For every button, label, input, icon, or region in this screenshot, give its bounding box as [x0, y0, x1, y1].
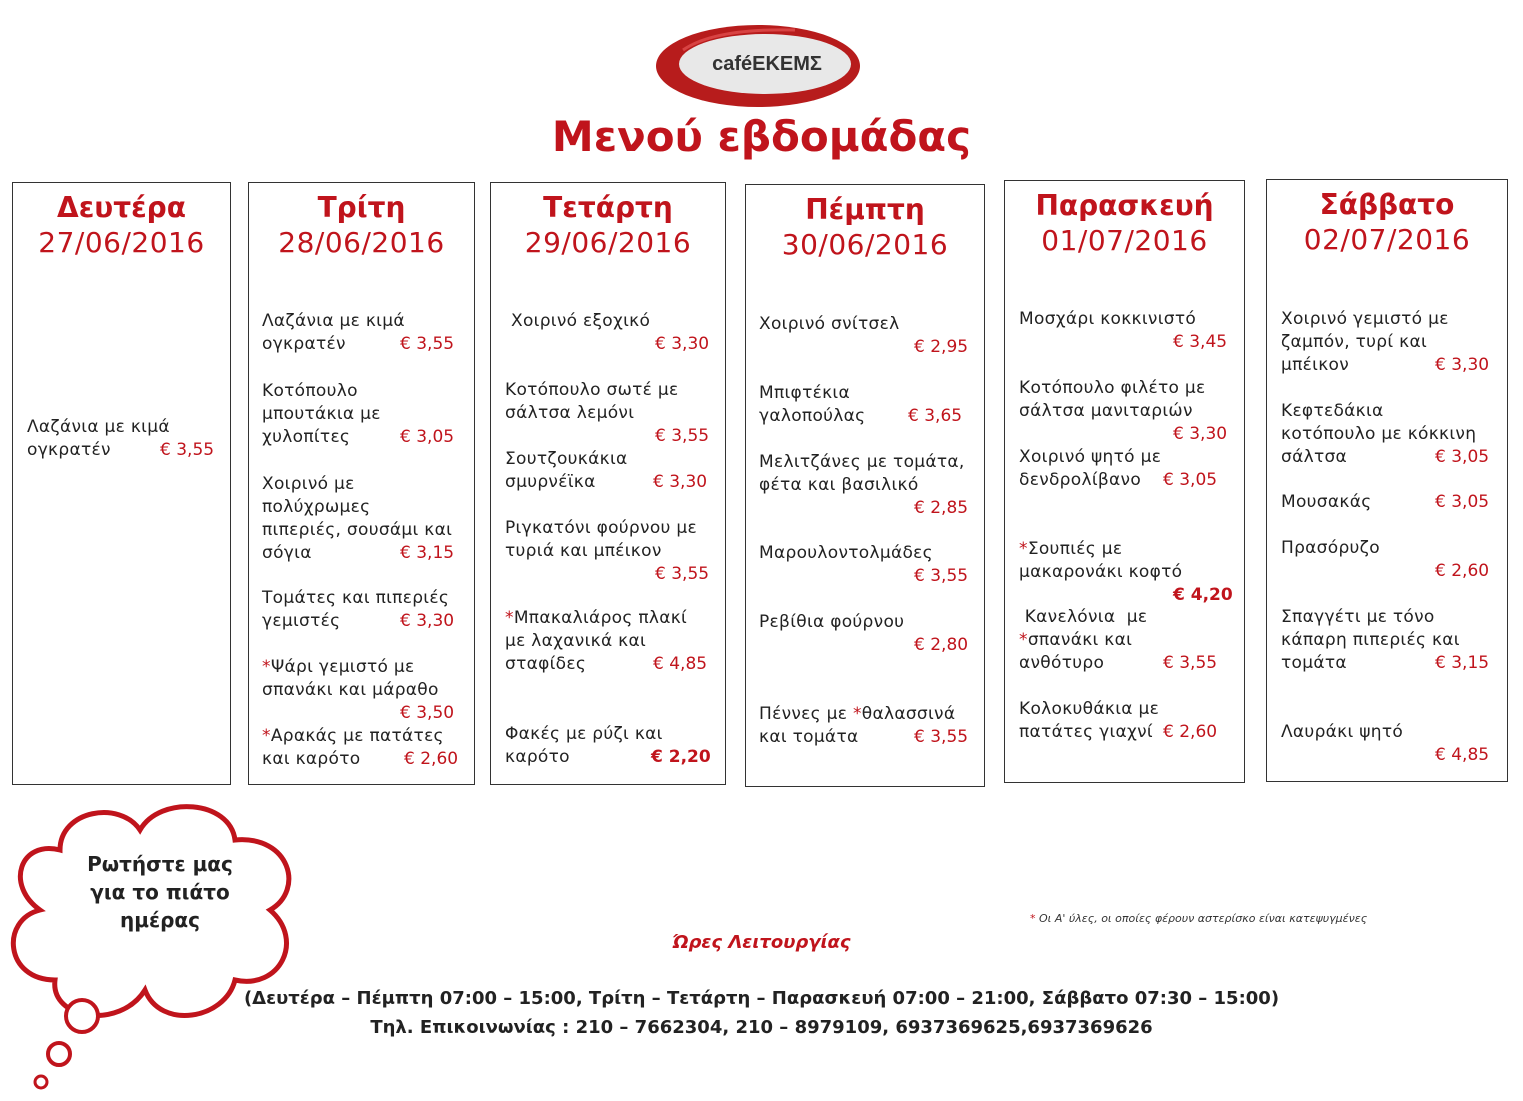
day-column-saturday: [1266, 179, 1508, 782]
dish-item: Ρεβίθια φούρνου: [759, 612, 905, 632]
dish-price: € 4,85: [653, 654, 708, 674]
dish-item: Μοσχάρι κοκκινιστό: [1019, 309, 1197, 329]
svg-text:caféΕΚΕΜΣ: caféΕΚΕΜΣ: [712, 53, 822, 75]
dish-price: € 3,05: [1435, 492, 1490, 512]
dish-item: Κανελόνια με *σπανάκι και ανθότυρο: [1019, 607, 1148, 673]
dish-price: € 2,95: [914, 337, 969, 357]
dish-price: € 2,60: [1435, 561, 1490, 581]
day-name: Δευτέρα: [57, 191, 186, 224]
dish-item: Μουσακάς: [1281, 492, 1372, 512]
dish-price: € 2,20: [651, 747, 711, 767]
dish-price: € 3,05: [400, 427, 455, 447]
dish-price: € 3,55: [914, 727, 969, 747]
dish-item: Σουτζουκάκια σμυρνέϊκα: [505, 449, 628, 492]
dish-price: € 3,15: [1435, 653, 1490, 673]
dish-item: Πρασόρυζο: [1281, 538, 1380, 558]
cloud-message: Ρωτήστε μας για το πιάτο ημέρας: [87, 852, 233, 932]
day-column-thursday: [745, 184, 985, 787]
dish-item: Χοιρινό σνίτσελ: [759, 314, 900, 334]
dish-price: € 2,80: [914, 635, 969, 655]
dish-item: Κοτόπουλο φιλέτο με σάλτσα μανιταριών: [1019, 378, 1206, 421]
day-date: 29/06/2016: [524, 226, 692, 259]
dish-item: Λαζάνια με κιμά ογκρατέν: [27, 417, 170, 460]
day-name: Παρασκευή: [1035, 189, 1214, 222]
dish-item: *Μπακαλιάρος πλακί με λαχανικά και σταφίδες: [505, 608, 688, 674]
dish-item: Χοιρινό με πολύχρωμες πιπεριές, σουσάμι και σόγια: [262, 474, 453, 563]
dish-price: € 4,85: [1435, 745, 1490, 765]
dish-price: € 3,65: [908, 406, 963, 426]
dish-item: Λαυράκι ψητό: [1281, 722, 1404, 742]
dish-price: € 2,60: [404, 749, 459, 769]
dish-item: *Σουπιές με μακαρονάκι κοφτό: [1019, 539, 1183, 582]
dish-item: Σπαγγέτι με τόνο κάπαρη πιπεριές και τομάτα: [1281, 607, 1460, 673]
dish-item: *Αρακάς με πατάτες και καρότο: [262, 726, 444, 769]
dish-price: € 3,50: [400, 703, 455, 723]
dish-item: Κολοκυθάκια με πατάτες γιαχνί: [1019, 699, 1160, 742]
dish-price: € 3,55: [655, 564, 710, 584]
dish-item: *Ψάρι γεμιστό με σπανάκι και μάραθο: [262, 657, 439, 700]
dish-item: Μπιφτέκια γαλοπούλας: [759, 383, 866, 426]
dish-item: Ριγκατόνι φούρνου με τυριά και μπέικον: [505, 518, 697, 561]
dish-item: Κοτόπουλο σωτέ με σάλτσα λεμόνι: [505, 380, 679, 423]
dish-item: Χοιρινό ψητό με δενδρολίβανο: [1019, 447, 1162, 490]
dish-price: € 3,55: [160, 440, 215, 460]
dish-price: € 3,30: [653, 472, 708, 492]
cafe-logo: [655, 20, 865, 110]
dish-price: € 4,20: [1173, 585, 1233, 605]
day-name: Τετάρτη: [543, 191, 673, 224]
dish-price: € 3,55: [914, 566, 969, 586]
day-date: 27/06/2016: [38, 226, 205, 259]
dish-price: € 3,05: [1163, 470, 1218, 490]
day-column-monday: [12, 182, 231, 785]
dish-price: € 3,30: [400, 611, 455, 631]
dish-price: € 3,30: [1173, 424, 1228, 444]
page-title: Μενού εβδομάδας: [551, 112, 972, 161]
footnote: * Οι Α' ύλες, οι οποίες φέρουν αστερίσκο είναι κατεψυγμένες: [1030, 912, 1368, 925]
day-column-friday: [1004, 180, 1245, 783]
dish-price: € 3,30: [655, 334, 710, 354]
dish-item: Λαζάνια με κιμά ογκρατέν: [262, 311, 405, 354]
day-name: Σάββατο: [1319, 188, 1455, 221]
dish-price: € 3,05: [1435, 447, 1490, 467]
dish-item: Μελιτζάνες με τομάτα, φέτα και βασιλικό: [759, 452, 965, 495]
dish-item: Κοτόπουλο μπουτάκια με χυλοπίτες: [262, 381, 381, 447]
day-column-wednesday: [490, 182, 726, 785]
day-date: 02/07/2016: [1303, 223, 1471, 256]
dish-item: Χοιρινό γεμιστό με ζαμπόν, τυρί και μπέικον: [1281, 309, 1449, 375]
dish-item: Χοιρινό εξοχικό: [511, 311, 651, 331]
contact-phones: Τηλ. Επικοινωνίας : 210 – 7662304, 210 – 8979109, 6937369625,6937369626: [370, 1017, 1153, 1038]
dish-price: € 2,85: [914, 498, 969, 518]
dish-price: € 3,55: [655, 426, 710, 446]
day-column-tuesday: [248, 182, 475, 785]
dish-price: € 3,55: [1163, 653, 1218, 673]
day-name: Τρίτη: [317, 191, 406, 224]
dish-item: Τομάτες και πιπεριές γεμιστές: [262, 588, 450, 631]
day-name: Πέμπτη: [805, 193, 925, 226]
dish-price: € 3,30: [1435, 355, 1490, 375]
day-date: 28/06/2016: [278, 226, 445, 259]
dish-price: € 3,15: [400, 543, 455, 563]
dish-item: Πέννες με *θαλασσινά και τομάτα: [759, 704, 956, 747]
dish-price: € 2,60: [1163, 722, 1218, 742]
day-date: 01/07/2016: [1041, 224, 1208, 257]
dish-item: Μαρουλοντολμάδες: [759, 543, 933, 563]
dish-item: Φακές με ρύζι και καρότο: [505, 724, 663, 767]
hours-title: Ώρες Λειτουργίας: [672, 932, 851, 953]
dish-item: Κεφτεδάκια κοτόπουλο με κόκκινη σάλτσα: [1281, 401, 1477, 467]
dish-price: € 3,55: [400, 334, 455, 354]
hours-schedule: (Δευτέρα – Πέμπτη 07:00 – 15:00, Τρίτη – Τετάρτη – Παρασκευή 07:00 – 21:00, Σάββατο 07:30 – 15:00): [243, 988, 1280, 1009]
dish-price: € 3,45: [1173, 332, 1228, 352]
day-date: 30/06/2016: [781, 228, 949, 261]
